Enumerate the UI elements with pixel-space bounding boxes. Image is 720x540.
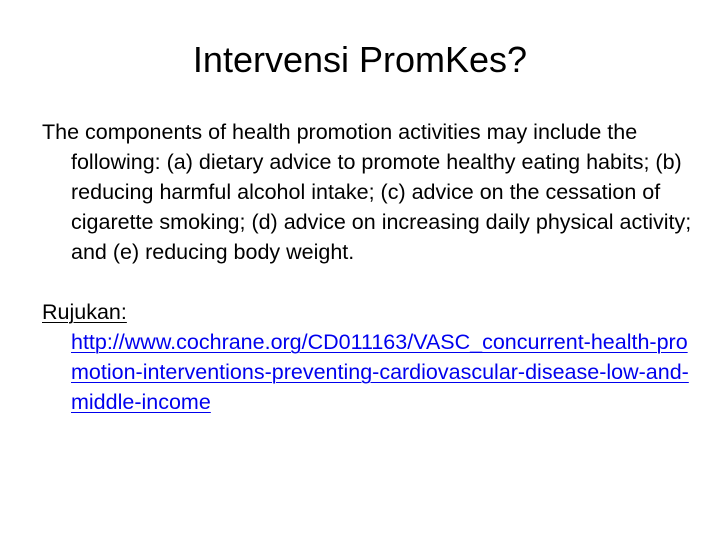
reference-label: Rujukan: [42, 300, 127, 324]
body-paragraph: The components of health promotion activities may include the following: (a) dietary advice to promote healthy eating habits; (b) reducing harmful alcohol intake; (c) advice on the cessation of cigarette smoking; (d) advice on increasing daily physical activity; and (e) reducing body weight. [42, 120, 692, 264]
slide-body [42, 117, 692, 417]
slide-title: Intervensi PromKes? [192, 39, 528, 80]
reference-link[interactable]: http://www.cochrane.org/CD011163/VASC_concurrent-health-promotion-interventions-preventing-cardiovascular-disease-low-and-middle-income [71, 330, 689, 414]
reference-block [42, 297, 692, 417]
